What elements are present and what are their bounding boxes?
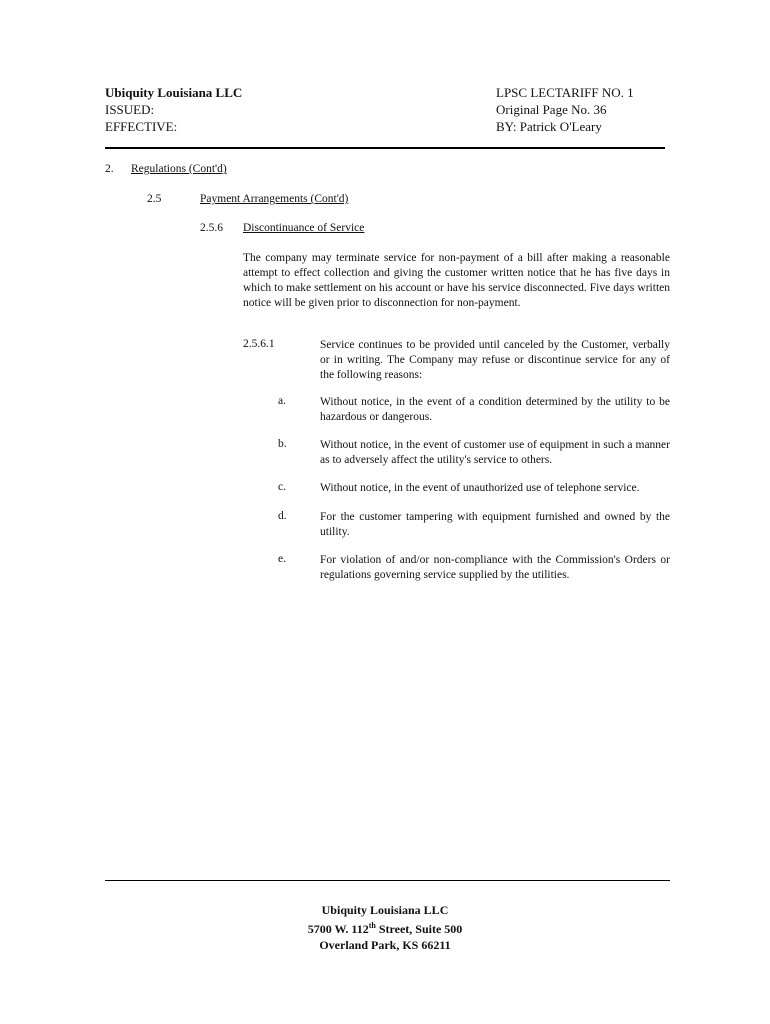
reason-text: Without notice, in the event of customer use of equipment in such a manner as to adversely affect the utility's service to others.: [320, 439, 670, 466]
item-number: 2.5.6.1: [243, 338, 275, 350]
subsection-title: Payment Arrangements (Cont'd): [200, 193, 349, 205]
issued-label: ISSUED:: [105, 102, 155, 117]
header-left: [105, 84, 242, 135]
item-paragraph: Service continues to be provided until canceled by the Customer, verbally or in writing. The Company may refuse or discontinue service for any of the following reasons:: [320, 339, 670, 381]
discontinuance-paragraph: The company may terminate service for non-payment of a bill after making a reasonable attempt to effect collection and giving the customer written notice that he has five days in which to make settlement on his account or have his service disconnected. Five days written notice will be given prior to disconnection for non-payment.: [243, 252, 670, 309]
reason-letter: b.: [278, 438, 287, 450]
footer-address-street: Street, Suite 500: [375, 922, 463, 936]
section-title: Regulations (Cont'd): [131, 163, 227, 175]
company-name: Ubiquity Louisiana LLC: [105, 85, 243, 100]
reason-text: Without notice, in the event of a condition determined by the utility to be hazardous or dangerous.: [320, 396, 670, 423]
header-divider: [105, 147, 665, 149]
footer-divider: [105, 880, 670, 881]
footer-city: Overland Park, KS 66211: [319, 938, 451, 952]
footer-address-number: 5700 W. 112: [307, 922, 369, 936]
reason-text: For violation of and/or non-compliance with the Commission's Orders or regulations governing service supplied by the utilities.: [320, 554, 670, 581]
subsub-title: Discontinuance of Service: [243, 222, 365, 234]
header-right: [496, 84, 634, 135]
effective-label: EFFECTIVE:: [105, 119, 178, 134]
issued-by: BY: Patrick O'Leary: [496, 119, 602, 134]
footer-company: Ubiquity Louisiana LLC: [321, 903, 449, 917]
reason-letter: a.: [278, 395, 286, 407]
reason-letter: d.: [278, 510, 287, 522]
footer-address: [0, 918, 770, 937]
section-number: 2.: [105, 163, 114, 175]
subsub-number: 2.5.6: [200, 222, 223, 234]
footer-address-suffix: th: [368, 921, 376, 930]
reason-text: For the customer tampering with equipment furnished and owned by the utility.: [320, 511, 670, 538]
page-number: Original Page No. 36: [496, 102, 607, 117]
tariff-number: LPSC LECTARIFF NO. 1: [496, 85, 634, 100]
reason-letter: e.: [278, 553, 286, 565]
reason-letter: c.: [278, 481, 286, 493]
reason-text: Without notice, in the event of unauthorized use of telephone service.: [320, 482, 640, 494]
footer: [0, 902, 770, 953]
subsection-number: 2.5: [147, 193, 162, 205]
